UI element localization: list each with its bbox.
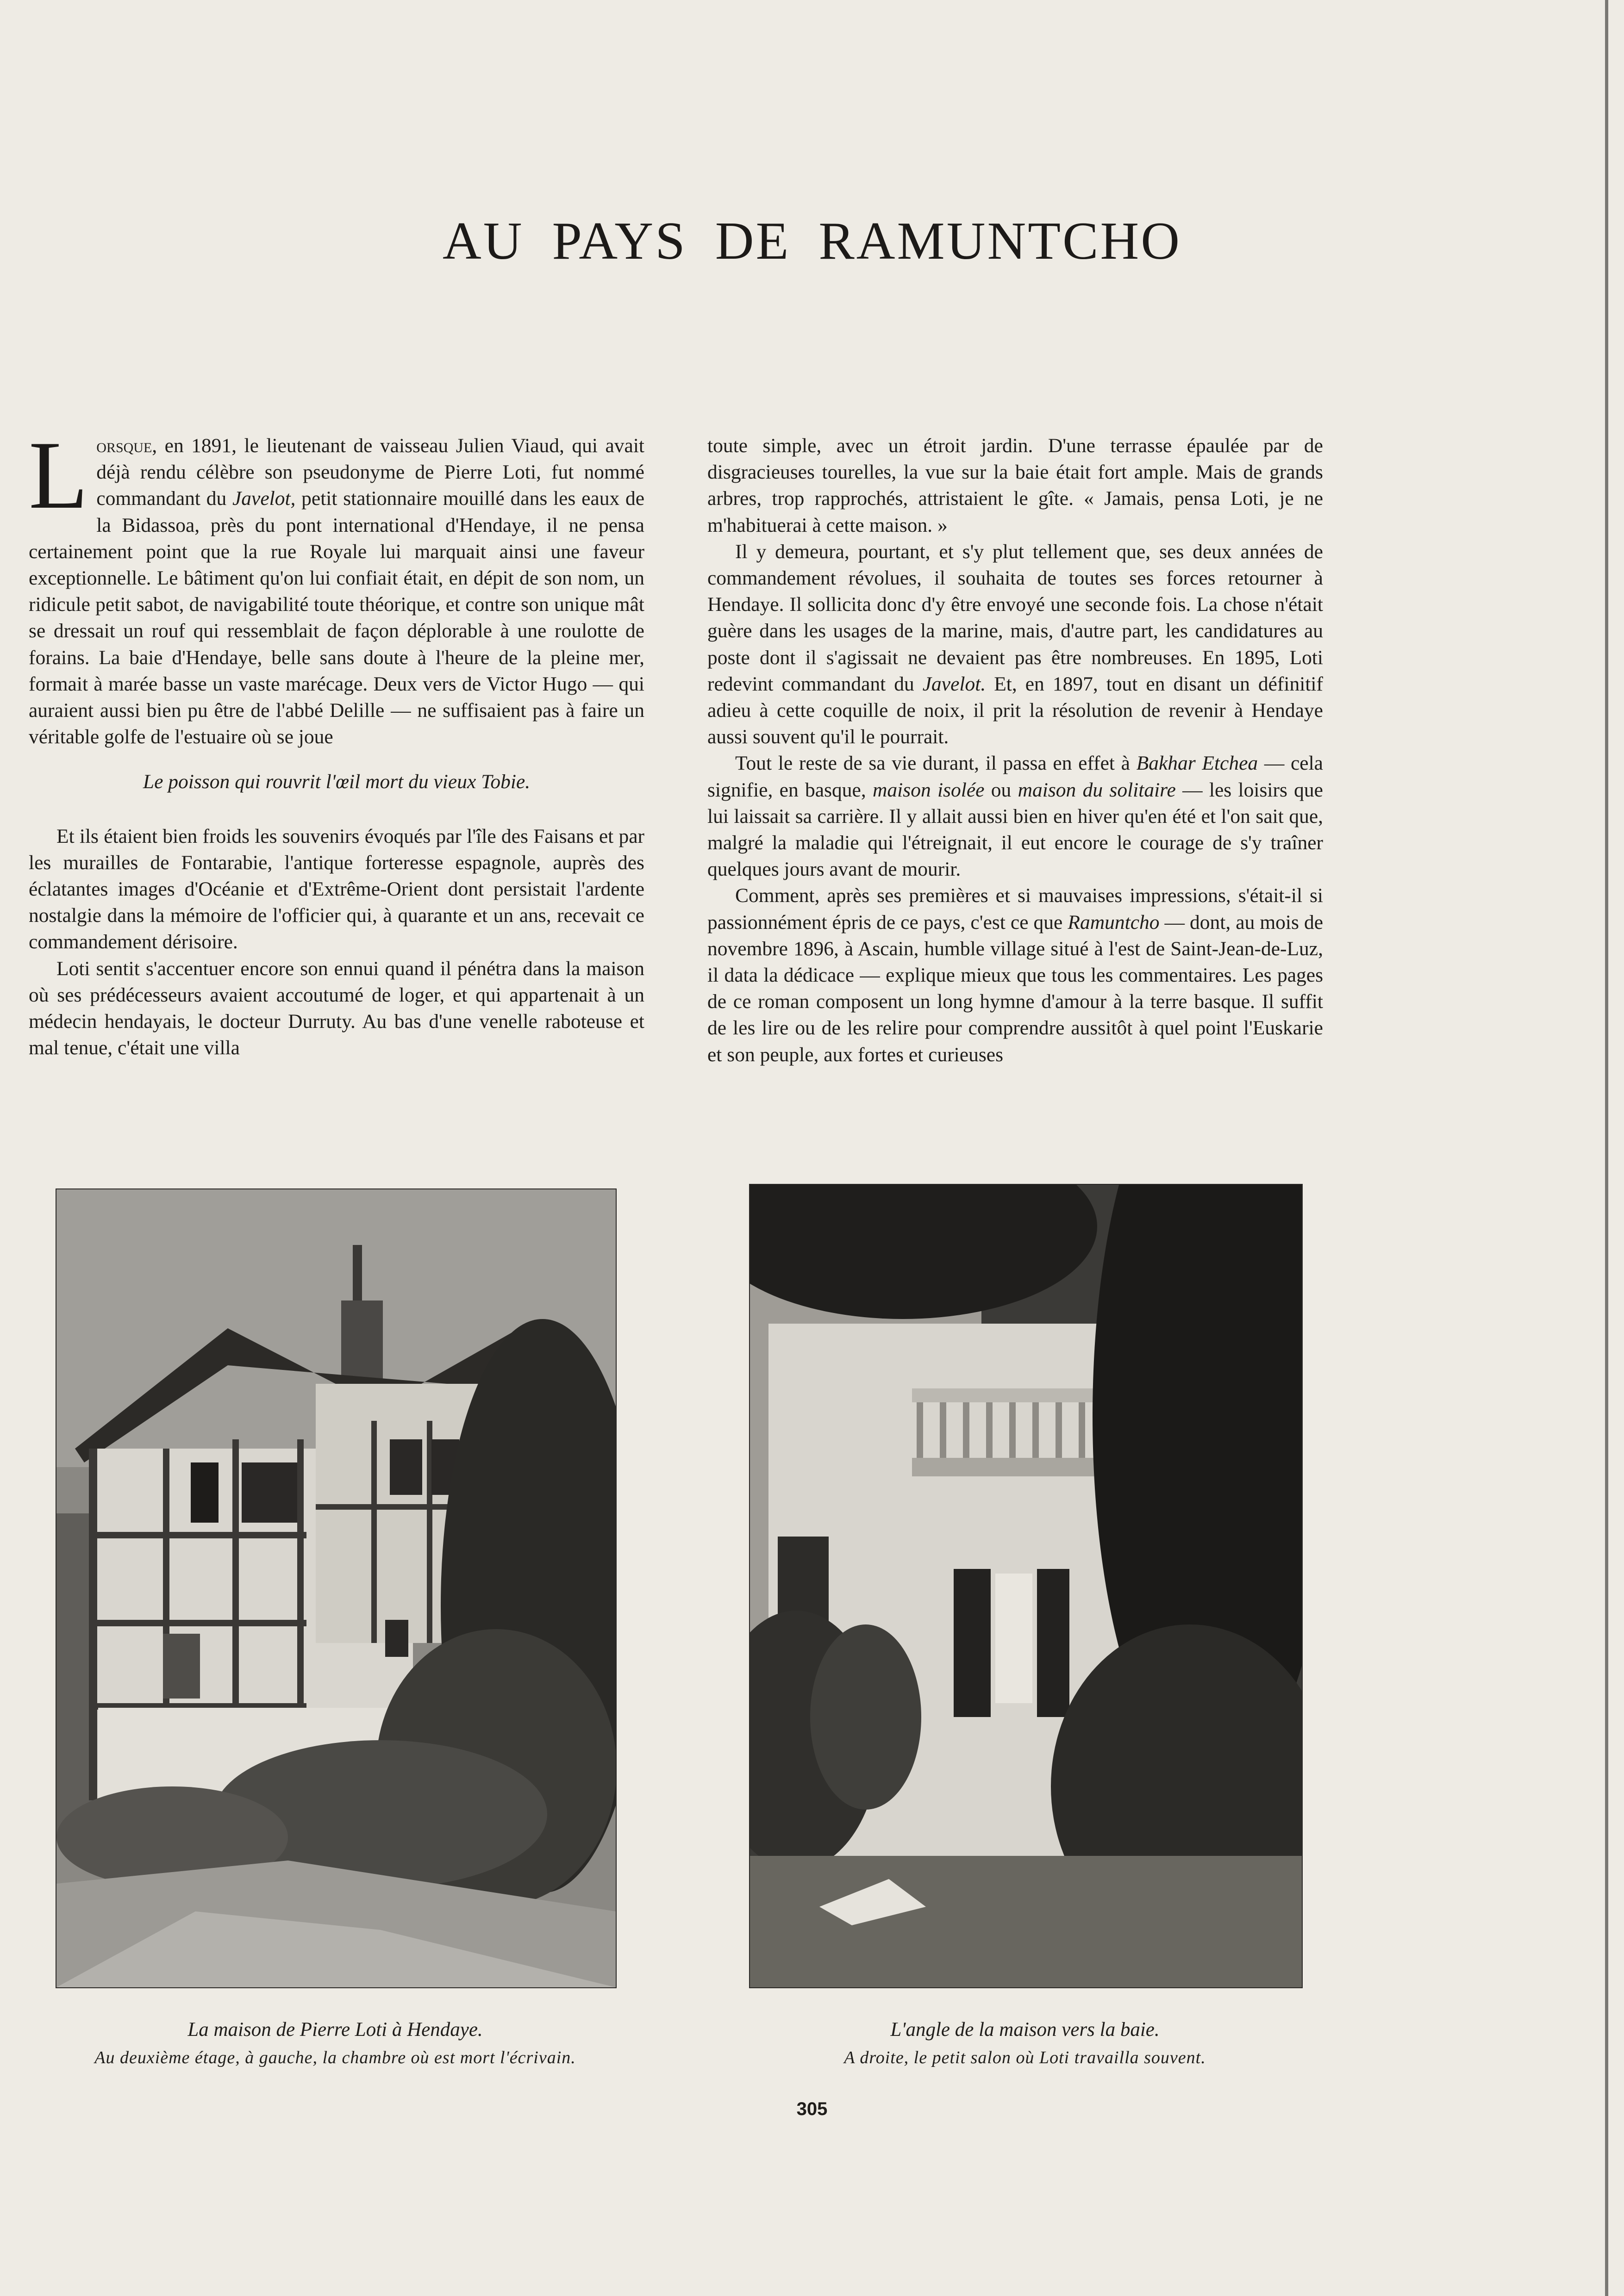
- caption-left-title: La maison de Pierre Loti à Hendaye.: [187, 2019, 483, 2041]
- paragraph-5: [707, 539, 1323, 751]
- caption-left: [56, 2016, 615, 2071]
- ship-name: Javelot,: [232, 487, 296, 510]
- right-column: [707, 433, 1323, 1068]
- translation-2: maison du solitaire: [1018, 778, 1176, 801]
- paragraph-7-text: Comment, après ses premières et si mauvaises impressions, s'était-il si passionnément épris de ce pays, c'est ce que: [707, 884, 1323, 933]
- ship-name-2: Javelot.: [922, 672, 986, 695]
- paragraph-4: toute simple, avec un étroit jardin. D'une terrasse épaulée par de disgracieuses tourelles, la vue sur la baie était fort ample. Mais de grands arbres, trop rapprochés, attristaient le gîte. « Jamais, pensa Loti, je ne m'habituerai à cette maison. »: [707, 435, 1323, 536]
- balcony-illustration: [750, 1185, 1302, 1987]
- novel-title: Ramuntcho: [1068, 911, 1160, 933]
- drop-cap: L: [29, 422, 88, 529]
- caption-left-subtitle: Au deuxième étage, à gauche, la chambre où est mort l'écrivain.: [94, 2048, 576, 2067]
- house-illustration: [56, 1189, 616, 1987]
- house-name: Bakhar Etchea: [1136, 752, 1258, 775]
- verse-quote: Le poisson qui rouvrit l'œil mort du vieux Tobie.: [143, 771, 531, 793]
- paragraph-3: Loti sentit s'accentuer encore son ennui quand il pénétra dans la maison où ses prédécesseurs avaient accoutumé de loger, et qui appartenait à un médecin hendayais, le docteur Durruty. Au bas d'une venelle raboteuse et mal tenue, c'était une villa: [29, 957, 644, 1059]
- photo-loti-house: [56, 1188, 617, 1988]
- caption-right: [749, 2016, 1301, 2071]
- paragraph-6-or: ou: [984, 778, 1018, 801]
- paragraph-7-end: — dont, au mois de novembre 1896, à Ascain, humble village situé à l'est de Saint-Jean-de-Luz, il data la dédicace — explique mieux que tous les commentaires. Les pages de ce roman composent un long hymne d'amour à la terre basque. Il suffit de les lire ou de les relire pour comprendre aussitôt à quel point l'Euskarie et son peuple, aux fortes et curieuses: [707, 911, 1324, 1066]
- paragraph-7: [707, 883, 1323, 1068]
- paragraph-5-text: Il y demeura, pourtant, et s'y plut tellement que, ses deux années de commandement révolues, il souhaita de toutes ses forces retourner à Hendaye. Il sollicita donc d'y être envoyé une seconde fois. La chose n'était guère dans les usages de la marine, mais, d'autre part, les candidatures au poste dont il s'agissait ne devaient pas être nombreuses. En 1895, Loti redevint commandant du: [707, 540, 1323, 695]
- page-number: 305: [796, 2099, 828, 2119]
- paragraph-6-text: Tout le reste de sa vie durant, il passa en effet à: [735, 752, 1137, 775]
- paragraph-1: [29, 422, 644, 750]
- paragraph-6-mid: — cela signifie, en basque,: [707, 752, 1323, 801]
- paragraph-6: [707, 750, 1323, 883]
- opening-word: orsque,: [96, 435, 157, 457]
- article-title: AU PAYS DE RAMUNTCHO: [442, 212, 1182, 271]
- paragraph-6-end: — les loisirs que lui laissait sa carrière. Il y allait aussi bien en hiver qu'en été et l'on sait que, malgré la maladie qui l'étreignait, il eut encore le courage de s'y traîner quelques jours avant de mourir.: [707, 778, 1323, 881]
- paragraph-1-text: en 1891, le lieutenant de vaisseau Julien Viaud, qui avait déjà rendu célèbre son pseudonyme de Pierre Loti, fut nommé commandant du: [96, 435, 644, 510]
- translation-1: maison isolée: [873, 778, 985, 801]
- photo-house-corner: [749, 1184, 1303, 1988]
- left-column: [29, 422, 644, 1061]
- paragraph-5-end: Et, en 1897, tout en disant un définitif adieu à cette coquille de noix, il prit la résolution de revenir à Hendaye aussi souvent qu'il le pourrait.: [707, 672, 1323, 748]
- page-edge: [1605, 0, 1608, 2296]
- paragraph-2: Et ils étaient bien froids les souvenirs évoqués par l'île des Faisans et par les murailles de Fontarabie, l'antique forteresse espagnole, auprès des éclatantes images d'Océanie et d'Extrême-Orient dont persistait l'ardente nostalgie dans la mémoire de l'officier qui, à quarante et un ans, recevait ce commandement dérisoire.: [29, 825, 644, 953]
- paragraph-1-end: petit stationnaire mouillé dans les eaux de la Bidassoa, près du pont international d'Hendaye, il ne pensa certainement point que la rue Royale lui marquait ainsi une faveur exceptionnelle. Le bâtiment qu'on lui confiait était, en dépit de son nom, un ridicule petit sabot, de navigabilité toute théorique, et contre son unique mât se dressait un rouf qui ressemblait de façon déplorable à une roulotte de forains. La baie d'Hendaye, belle sans doute à l'heure de la pleine mer, formait à marée basse un vaste marécage. Deux vers de Victor Hugo — qui auraient aussi bien pu être de l'abbé Delille — ne suffisaient pas à faire un véritable golfe de l'estuaire où se joue: [29, 487, 644, 748]
- caption-right-subtitle: A droite, le petit salon où Loti travailla souvent.: [844, 2048, 1206, 2067]
- caption-right-title: L'angle de la maison vers la baie.: [890, 2019, 1160, 2041]
